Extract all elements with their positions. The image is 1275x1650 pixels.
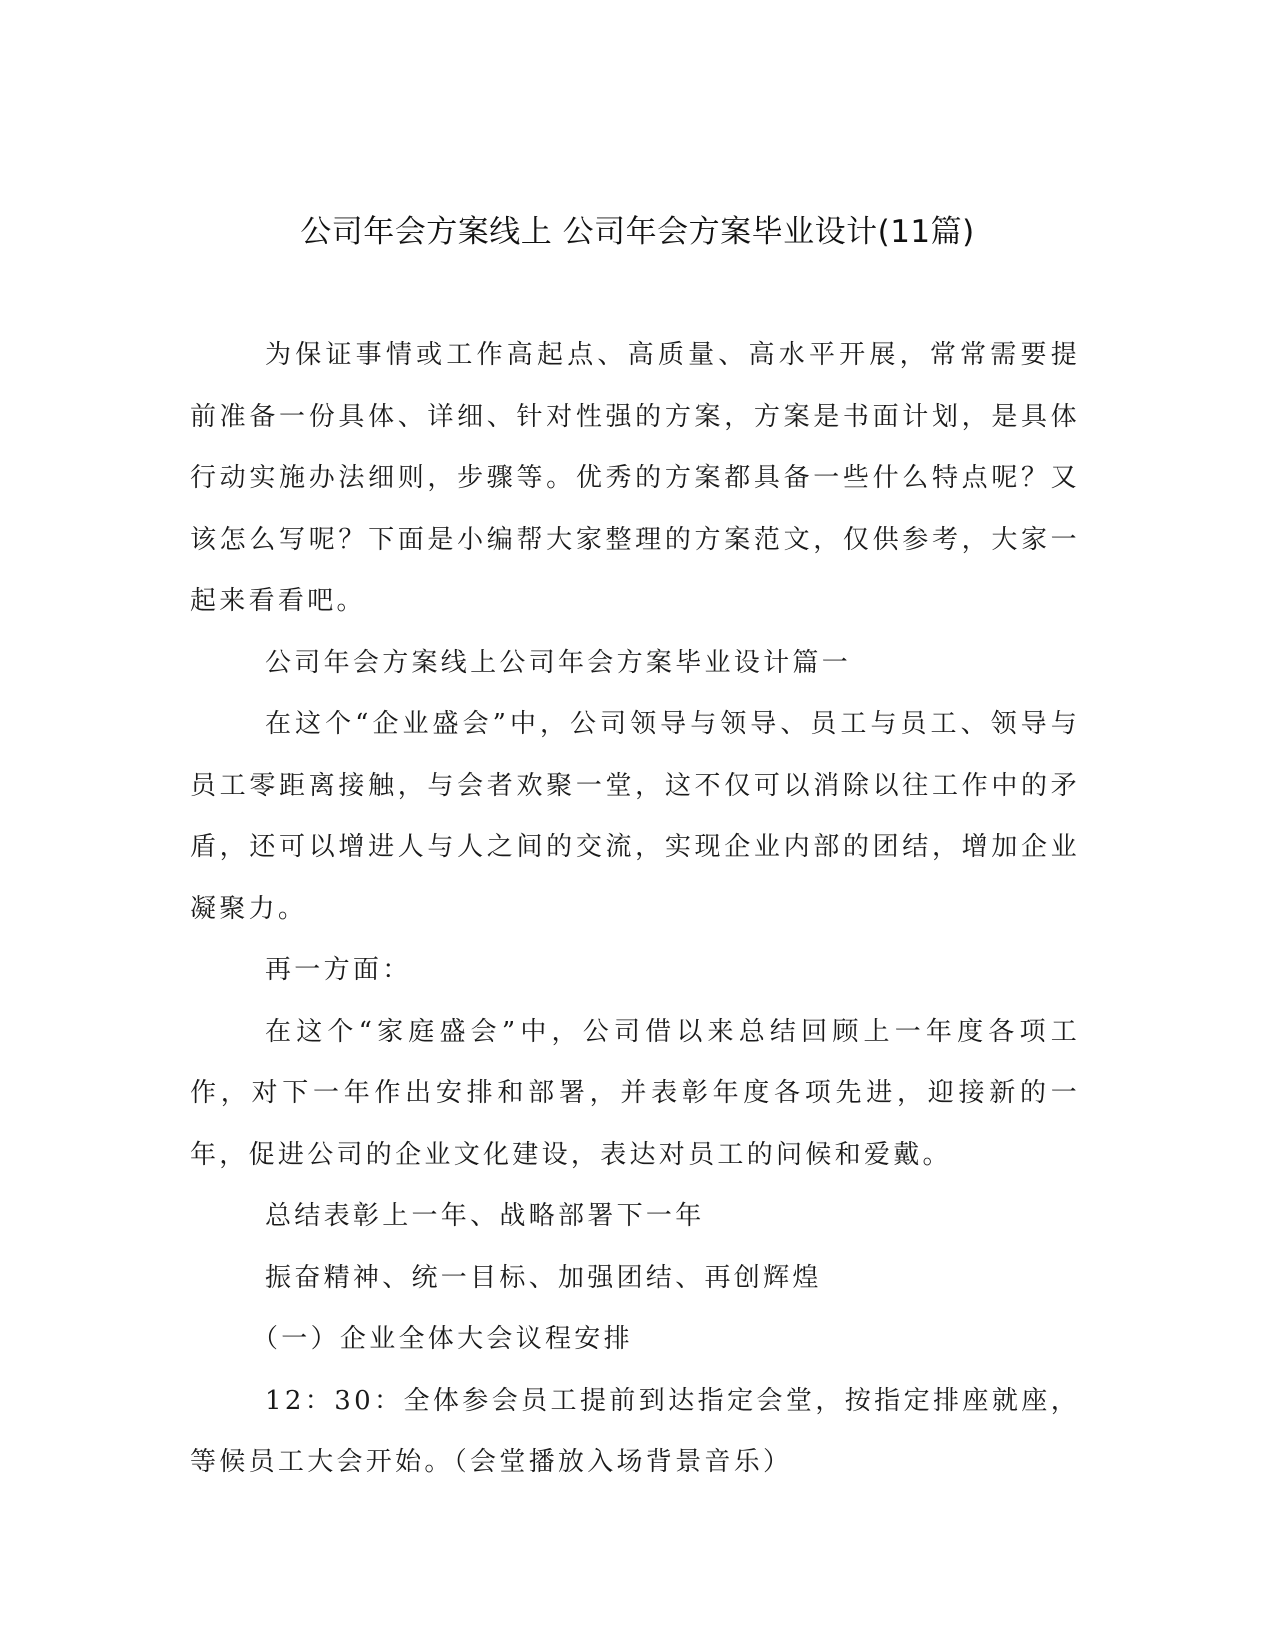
paragraph-enterprise-event: 在这个“企业盛会”中，公司领导与领导、员工与员工、领导与员工零距离接触，与会者欢聚一堂，这不仅可以消除以往工作中的矛盾，还可以增进人与人之间的交流，实现企业内部的团结，增加企业凝聚力。 — [190, 709, 1080, 924]
slogan-line-one: 总结表彰上一年、战略部署下一年 — [265, 1201, 705, 1231]
agenda-heading: （一）企业全体大会议程安排 — [252, 1324, 633, 1354]
document-body — [190, 325, 1080, 1494]
slogan-line-two: 振奋精神、统一目标、加强团结、再创辉煌 — [265, 1262, 822, 1293]
document-title: 公司年会方案线上 公司年会方案毕业设计(11篇) — [300, 214, 975, 250]
agenda-item-1230: 12：30：全体参会员工提前到达指定会堂，按指定排座就座，等候员工大会开始。（会堂播放入场背景音乐） — [190, 1385, 1080, 1477]
paragraph-another-aspect: 再一方面： — [265, 955, 412, 985]
paragraph-intro: 为保证事情或工作高起点、高质量、高水平开展，常常需要提前准备一份具体、详细、针对性强的方案，方案是书面计划，是具体行动实施办法细则，步骤等。优秀的方案都具备一些什么特点呢？又该怎么写呢？下面是小编帮大家整理的方案范文，仅供参考，大家一起来看看吧。 — [190, 340, 1080, 616]
section-heading-part-one: 公司年会方案线上公司年会方案毕业设计篇一 — [265, 647, 852, 678]
paragraph-family-event: 在这个“家庭盛会”中，公司借以来总结回顾上一年度各项工作，对下一年作出安排和部署，并表彰年度各项先进，迎接新的一年，促进公司的企业文化建设，表达对员工的问候和爱戴。 — [190, 1016, 1080, 1170]
